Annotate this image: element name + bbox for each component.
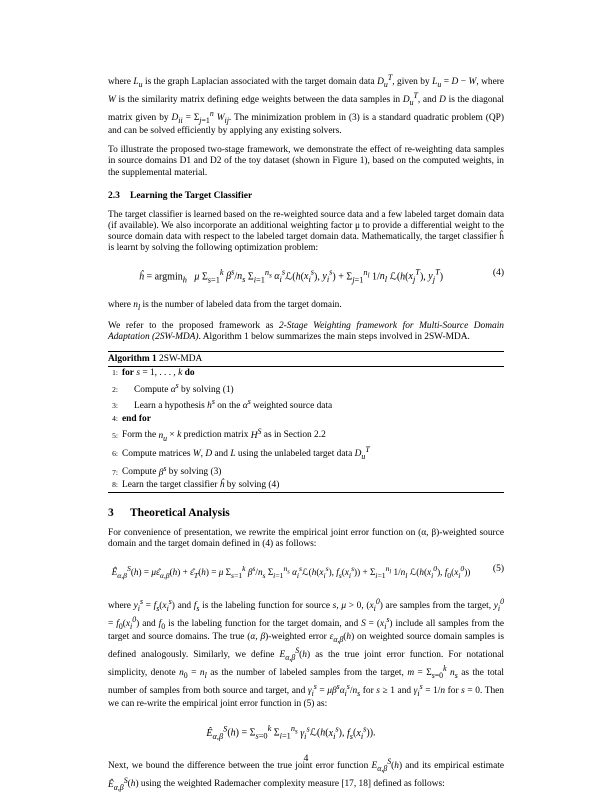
equation-6-body: $Ê_{\alpha,\beta}^S(h) = \Sigma_{s=0}^k$ $\Sigma_{i=1}^{n_s}$ $\gamma_i^sℒ(h(x_i^s)$, $f_s(x_i^s)$). xyxy=(206,724,376,741)
equation-5 xyxy=(108,558,504,588)
page-body xyxy=(108,72,504,792)
section-heading-2-3 xyxy=(108,191,504,201)
page-number: 4 xyxy=(303,754,309,764)
algorithm-line: 6: Compute matrices W, D and L using the unlabeled target data $D_u^T$ xyxy=(112,444,370,461)
equation-6 xyxy=(108,718,504,748)
paragraph-nl: where $n_l$ is the number of labeled data from the target domain. xyxy=(108,300,342,312)
paragraph-definitions: where $y_i^s = f_s(x_i^s)$ and $f_s$ is the labeling function for source s, μ > 0, $(x_i^0)$ are samples from the target, $y_i^0 = f_0(x_i^0)$ and $f_0$ is the labeling function for the target domain, and $S = (x_i^s)$ include all samples from the target and source domains. The true (α, β)-weighted error $\varepsilon_{\alpha,\beta}(h)$ on weighted source domain samples is defined analogously. Similarly, we define $E_{\alpha,\beta}^S(h)$ as the true joint error function. For notational simplicity, denote $n_0 = n_l$ as the number of labeled samples from the target, $m = \Sigma_{s=0}^k$ $n_s$ as the total number of samples from both source and target, and $\gamma_i^s = \mu\beta^s\alpha_i^s/n_s$ for s ≥ 1 and $\gamma_i^s = 1/n$ for s = 0. Then we can re-write the empirical joint error function in (5) as: xyxy=(108,596,505,710)
equation-4-body: ĥ = argmin$_h$ μ $\Sigma_{s=1}^k$ $\beta^s/n_s$ $\Sigma_{i=1}^{n_s}$ $\alpha_i^sℒ(h(x_i^s)$, $y_i^s) + \Sigma_{j=1}^{n_l}$ $1/n_l$ $ℒ(h(x_j^T)$, $y_j^T$) xyxy=(138,268,444,285)
algorithm-box xyxy=(108,351,504,492)
paragraph-bound: Next, we bound the difference between the true joint error function $E_{\alpha,\beta}^S(h)$ and its empirical estimate $Ê_{\alpha,\beta}^S(h)$ using the weighted Rademacher complexity measure [17, 18] defined as follows: xyxy=(108,757,504,792)
algorithm-line: 8: Learn the target classifier ĥ by solving (4) xyxy=(112,480,280,491)
section-title: Theoretical Analysis xyxy=(130,506,230,519)
algorithm-line: 4: end for xyxy=(112,413,151,424)
algorithm-line: 2: Compute $\alpha^s$ by solving (1) xyxy=(112,380,234,395)
framework-name: 2-Stage Weighting framework for Multi-Source Domain Adaptation (2SW-MDA) xyxy=(108,321,504,343)
paragraph-target-classifier: The target classifier is learned based on the re-weighted source data and a few labeled target domain data (if available). We also incorporate an additional weighting factor μ to provide a differential weight to the source domain data with respect to the labeled target domain data. Mathematically, the target classifier ĥ is learnt by solving the following optimization problem: xyxy=(108,209,504,253)
algorithm-line: 5: Form the $n_u \times k$ prediction matrix $H^S$ as in Section 2.2 xyxy=(112,426,326,443)
equation-5-number: (5) xyxy=(492,563,504,574)
section-number: 3 xyxy=(108,506,114,519)
equation-4-number: (4) xyxy=(492,268,504,279)
paragraph-convenience: For convenience of presentation, we rewrite the empirical joint error function on (α, β)-weighted source domain and the target domain defined in (4) as follows: xyxy=(108,527,504,549)
section-title: Learning the Target Classifier xyxy=(130,190,253,201)
paragraph-laplacian: where $L_u$ is the graph Laplacian associated with the target domain data $D_u^T$, given by $L_u = D - W$, where W is the similarity matrix defining edge weights between the data samples in $D_u^T$, and D is the diagonal matrix given by $D_{ii} = \Sigma_{j=1}^n$ $W_{ij}$. The minimization problem in (3) is a standard quadratic problem (QP) and can be solved efficiently by applying any existing solvers. xyxy=(108,73,505,137)
algorithm-title: Algorithm 1 2SW-MDA xyxy=(108,352,504,367)
paragraph-framework: We refer to the proposed framework as 2-Stage Weighting framework for Multi-Source Domain Adaptation (2SW-MDA). Algorithm 1 below summarizes the main steps involved in 2SW-MDA. xyxy=(108,321,504,343)
paragraph-illustrate: To illustrate the proposed two-stage framework, we demonstrate the effect of re-weighting data samples in source domains D1 and D2 of the toy dataset (shown in Figure 1), based on the computed weights, in the supplemental material. xyxy=(108,145,504,178)
algorithm-line: 1: for s = 1, . . . , k do xyxy=(112,368,195,379)
algorithm-line: 3: Learn a hypothesis $h^s$ on the $\alpha^s$ weighted source data xyxy=(112,397,333,412)
equation-4 xyxy=(108,262,504,292)
equation-5-body: $Ê_{\alpha,\beta}^S(h)$ = $\mu\varepsilon̂_{\alpha,\beta}(h)$ + $\varepsilon̂_T(h) = \mu$ $\Sigma_{s=1}^k$ $\beta^s/n_s$ $\Sigma_{i=1}^{n_s}$ $\alpha_i^sℒ(h(x_i^s)$, $f_s(x_i^s)) + \Sigma_{i=1}^{n_l}$ $1/n_l$ $ℒ(h(x_i^0)$, $f_0(x_i^0)$) xyxy=(111,563,471,580)
section-number: 2.3 xyxy=(108,190,120,201)
section-heading-3 xyxy=(108,507,504,519)
algorithm-line: 7: Compute $\beta^s$ by solving (3) xyxy=(112,463,222,478)
